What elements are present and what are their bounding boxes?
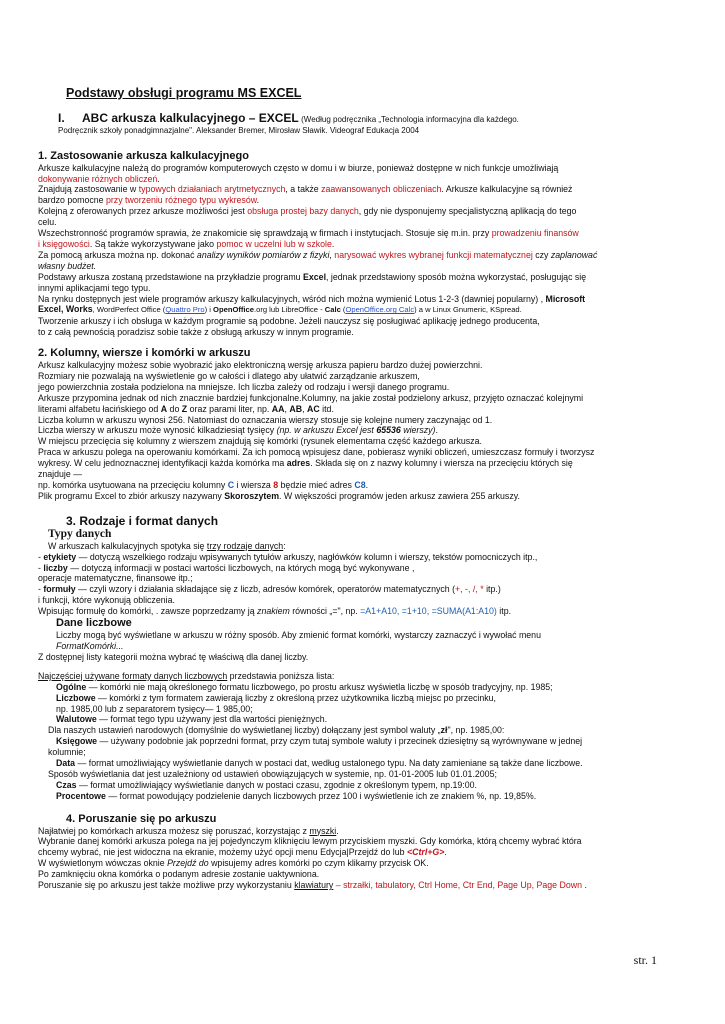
- paragraph: FormatKomórki...: [56, 640, 124, 651]
- paragraph: Sposób wyświetlania dat jest uzależniony od ustawień obowiązujących w systemie, np. 01-01-2005 lub 01.01.2005;: [48, 768, 497, 779]
- paragraph: W arkuszach kalkulacyjnych spotyka się trzy rodzaje danych:: [48, 540, 286, 551]
- paragraph: Arkusze kalkulacyjne należą do programów komputerowych często w domu i w biurze, ponieważ dostępne w nich funkcje umożliwiają dokonywanie różnych obliczeń.: [38, 162, 559, 184]
- paragraph: Na rynku dostępnych jest wiele programów arkuszy kalkulacyjnych, wśród nich można wymienić Lotus 1-2-3 (dawniej popularny) , Microsoft Excel, Works, WordPerfect Office (Quattro Pro) i OpenOffice.org lub LibreOffice - Calc (OpenOffice.org Calc) a w Linux Gnumeric, KSpread.: [38, 293, 586, 315]
- chapter-source-line1: (Według podręcznika „Technologia informacyjna dla każdego.: [301, 114, 519, 124]
- paragraph: Arkusz kalkulacyjny możesz sobie wyobrazić jako elektroniczną wersję arkusza papieru bardzo dużej powierzchni.: [38, 360, 483, 371]
- paragraph: Liczba wierszy w arkuszu może wynosić kilkadziesiąt tysięcy (np. w arkuszu Excel jest 65536 wierszy).: [38, 425, 438, 436]
- paragraph: Po zamknięciu okna komórka o podanym adresie zostanie uaktywniona.: [38, 869, 320, 880]
- section-2-heading: 2. Kolumny, wiersze i komórki w arkuszu: [38, 347, 251, 360]
- paragraph: Znajdują zastosowanie w typowych działaniach arytmetycznych, a także zaawansowanych obliczeniach. Arkusze kalkulacyjne są również bardzo pomocne przy tworzeniu różnego typu wykresów.: [38, 184, 573, 206]
- list-item: Walutowe — format tego typu używany jest dla wartości pieniężnych.: [56, 714, 328, 725]
- chapter-source-line2: Podręcznik szkoły ponadgimnazjalne". Aleksander Bremer, Mirosław Sławik. Videograf Edukacja 2004: [58, 125, 420, 135]
- subheading-data-types: Typy danych: [48, 527, 112, 540]
- section-3-heading: 3. Rodzaje i format danych: [66, 513, 219, 528]
- list-item: Ogólne — komórki nie mają określonego formatu liczbowego, po prostu arkusz wyświetla liczbę w sposób tradycyjny, np. 1985;: [56, 681, 553, 692]
- chapter-title: ABC arkusza kalkulacyjnego – EXCEL: [82, 110, 299, 125]
- section-4-body: [38, 826, 690, 891]
- chapter-number: I.: [58, 110, 65, 125]
- list-item: - formuły — czyli wzory i działania składające się z liczb, adresów komórek, operatorów matematycznych (+, -, /, * itp.) i funkcji, które wykonują obliczenia.: [38, 584, 501, 606]
- list-item: - etykiety — dotyczą wszelkiego rodzaju wpisywanych tytułów arkuszy, nagłówków kolumn i wierszy, tekstów pomocniczych itp.,: [38, 551, 538, 562]
- paragraph: Wszechstronność programów sprawia, że znakomicie się sprawdzają w firmach i instytucjach. Stosuje się m.in. przy prowadzeniu finansów i księgowości. Są także wykorzystywane jako pomoc w uczelni lub w szkole.: [38, 228, 579, 249]
- list-item: Księgowe — używany podobnie jak poprzedni format, przy czym tutaj symbole waluty i przecinek dziesiętny są wyrównywane w jednej: [56, 736, 583, 747]
- list-item: Czas — format umożliwiający wyświetlanie danych w postaci czasu, zgodnie z określonym typem, np.19:00.: [56, 779, 477, 790]
- list-item: Data — format umożliwiający wyświetlanie danych w postaci dat, według ustalonego typu. Na daty zamieniane są także dane liczbowe.: [56, 758, 583, 769]
- section-1-body: [38, 163, 690, 339]
- paragraph: Poruszanie się po arkuszu jest także możliwe przy wykorzystaniu klawiatury – strzałki, tabulatory, Ctrl Home, Ctr End, Page Up, Page Down .: [38, 880, 587, 891]
- quattro-pro-link[interactable]: Quattro Pro: [165, 305, 205, 315]
- paragraph: jego powierzchnia została podzielona na mniejsze. Ich liczba zależy od rodzaju i wersji danego programu.: [38, 381, 450, 392]
- paragraph: Najczęściej używane formaty danych liczbowych przedstawia poniższa lista:: [38, 670, 335, 681]
- list-item: np. 1985,00 lub z separatorem tysięcy— 1 985,00;: [56, 703, 253, 714]
- paragraph: Wybranie danej komórki arkusza polega na jej pojedynczym kliknięciu lewym przyciskiem myszki. Gdy komórka, którą chcemy wybrać która chcemy wybrać, nie jest widoczna na ekranie, możemy użyć opcji menu Edycja|Przejdź do lub <Ctrl+G>.: [38, 836, 582, 858]
- section-2-body: [38, 360, 690, 502]
- paragraph: Z dostępnej listy kategorii można wybrać tę właściwą dla danej liczby.: [38, 651, 309, 662]
- document-title: Podstawy obsługi programu MS EXCEL: [66, 86, 302, 100]
- section-3-body: [38, 528, 690, 802]
- section-1-heading: 1. Zastosowanie arkusza kalkulacyjnego: [38, 149, 249, 162]
- paragraph: Kolejną z oferowanych przez arkusze możliwości jest obsługa prostej bazy danych, gdy nie dysponujemy specjalistyczną aplikacją do tego celu.: [38, 206, 577, 228]
- paragraph: Rozmiary nie pozwalają na wyświetlenie go w całości i dlatego aby ułatwić zarządzanie arkuszem,: [38, 370, 420, 381]
- paragraph: Dla naszych ustawień narodowych (domyślnie do wyświetlanej liczby) dołączany jest symbol waluty „zł", np. 1985,00:: [48, 725, 505, 736]
- paragraph: Plik programu Excel to zbiór arkuszy nazywany Skoroszytem. W większości programów jeden arkusz zawiera 255 arkuszy.: [38, 490, 520, 501]
- paragraph: Liczba kolumn w arkuszu wynosi 256. Natomiast do oznaczania wierszy stosuje się kolejne numery zaczynając od 1.: [38, 414, 493, 425]
- list-item: kolumnie;: [48, 747, 86, 758]
- list-item: Procentowe — format powodujący podzielenie danych liczbowych przez 100 i wyświetlenie ich ze znakiem %, np. 19,85%.: [56, 790, 537, 801]
- paragraph: Podstawy arkusza zostaną przedstawione na przykładzie programu Excel, jednak przedstawiony sposób można wykorzystać, posługując się innymi aplikacjami tego typu.: [38, 271, 587, 293]
- paragraph: W wyświetlonym wówczas oknie Przejdź do wpisujemy adres komórki po czym klikamy przycisk OK.: [38, 858, 429, 869]
- openoffice-calc-link[interactable]: OpenOffice.org Calc: [345, 305, 415, 315]
- paragraph: np. komórka usytuowana na przecięciu kolumny C i wiersza 8 będzie mieć adres C8.: [38, 480, 369, 490]
- paragraph: Praca w arkuszu polega na operowaniu komórkami. Za ich pomocą wpisujesz dane, pobierasz wyniki obliczeń, umieszczasz formuły i tworzysz wykresy. W celu jednoznacznej identyfikacji każda komórka ma adres. Składa się on z nazwy kolumny i wiersza na przecięciu których się znajduje —: [38, 447, 595, 480]
- section-4-heading: 4. Poruszanie się po arkuszu: [66, 812, 217, 825]
- list-item: - liczby — dotyczą informacji w postaci wartości liczbowych, na których mogą być wykonywane , operacje matematyczne, finansowe itp.;: [38, 562, 415, 584]
- paragraph: Tworzenie arkuszy i ich obsługa w każdym programie są podobne. Jeżeli nauczysz się posługiwać aplikację jednego producenta, to z całą pewnością poradzisz sobie także z obsługą arkuszy w innym programie.: [38, 316, 540, 338]
- paragraph: Najłatwiej po komórkach arkusza możesz się poruszać, korzystając z myszki.: [38, 825, 339, 836]
- subheading-numeric-data: Dane liczbowe: [56, 617, 132, 630]
- document-page: [38, 88, 690, 891]
- paragraph: W miejscu przecięcia się kolumny z wierszem znajdują się komórki (rysunek elementarna część każdego arkusza.: [38, 436, 482, 447]
- page-number: str. 1: [633, 953, 657, 967]
- paragraph: Za pomocą arkusza można np. dokonać analizy wyników pomiarów z fizyki, narysować wykres wybranej funkcji matematycznej czy zaplanować własny budżet.: [38, 249, 598, 271]
- chapter-heading: [58, 110, 690, 137]
- paragraph: Wpisując formułę do komórki, . zawsze poprzedzamy ją znakiem równości „=", np. =A1+A10, =1+10, =SUMA(A1:A10) itp.: [38, 606, 512, 617]
- list-item: Liczbowe — komórki z tym formatem zawierają liczby z określoną przez użytkownika liczbą miejsc po przecinku,: [56, 692, 496, 703]
- paragraph: Arkusze przypomina jednak od nich znacznie bardziej funkcjonalne.Kolumny, na jakie został podzielony arkusz, przyjęto oznaczać kolejnymi literami alfabetu łacińskiego od A do Z oraz parami liter, np. AA, AB, AC itd.: [38, 392, 584, 414]
- paragraph: Liczby mogą być wyświetlane w arkuszu w różny sposób. Aby zmienić format komórki, wystarczy zaznaczyć i wywołać menu: [56, 630, 541, 641]
